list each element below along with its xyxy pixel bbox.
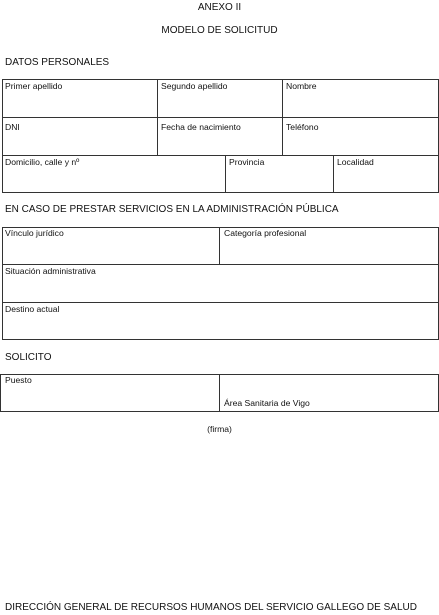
col-divider (282, 79, 283, 155)
locality-field[interactable]: Localidad (337, 157, 374, 167)
administrative-status-field[interactable]: Situación administrativa (5, 266, 96, 276)
row-divider (2, 117, 439, 118)
name-field[interactable]: Nombre (286, 81, 317, 91)
col-divider (333, 155, 334, 193)
row-divider (2, 302, 439, 303)
annex-title: ANEXO II (197, 2, 242, 13)
footer-addressee: DIRECCIÓN GENERAL DE RECURSOS HUMANOS DEL SERVICIO GALLEGO DE SALUD (5, 602, 417, 613)
public-service-table (2, 227, 439, 340)
public-service-section-title: EN CASO DE PRESTAR SERVICIOS EN LA ADMINISTRACIÓN PÚBLICA (5, 204, 339, 215)
col-divider (219, 227, 220, 264)
dni-field[interactable]: DNI (5, 122, 20, 132)
personal-section-title: DATOS PERSONALES (5, 57, 110, 68)
second-surname-field[interactable]: Segundo apellido (161, 81, 228, 91)
col-divider (219, 374, 220, 412)
request-section-title: SOLICITO (5, 352, 52, 363)
personal-data-table (2, 79, 439, 193)
area-value: Área Sanitaria de Vigo (224, 398, 310, 408)
province-field[interactable]: Provincia (229, 157, 265, 167)
col-divider (157, 79, 158, 155)
col-divider (225, 155, 226, 193)
signature-label: (firma) (207, 424, 232, 434)
phone-field[interactable]: Teléfono (286, 122, 319, 132)
row-divider (2, 155, 439, 156)
birth-date-field[interactable]: Fecha de nacimiento (161, 122, 241, 132)
first-surname-field[interactable]: Primer apellido (5, 81, 63, 91)
address-field[interactable]: Domicilio, calle y nº (5, 157, 80, 167)
position-field[interactable]: Puesto (5, 375, 32, 385)
professional-category-field[interactable]: Categoría profesional (224, 228, 307, 238)
legal-link-field[interactable]: Vínculo jurídico (5, 228, 64, 238)
current-post-field[interactable]: Destino actual (5, 304, 60, 314)
row-divider (2, 264, 439, 265)
form-title: MODELO DE SOLICITUD (161, 25, 278, 36)
